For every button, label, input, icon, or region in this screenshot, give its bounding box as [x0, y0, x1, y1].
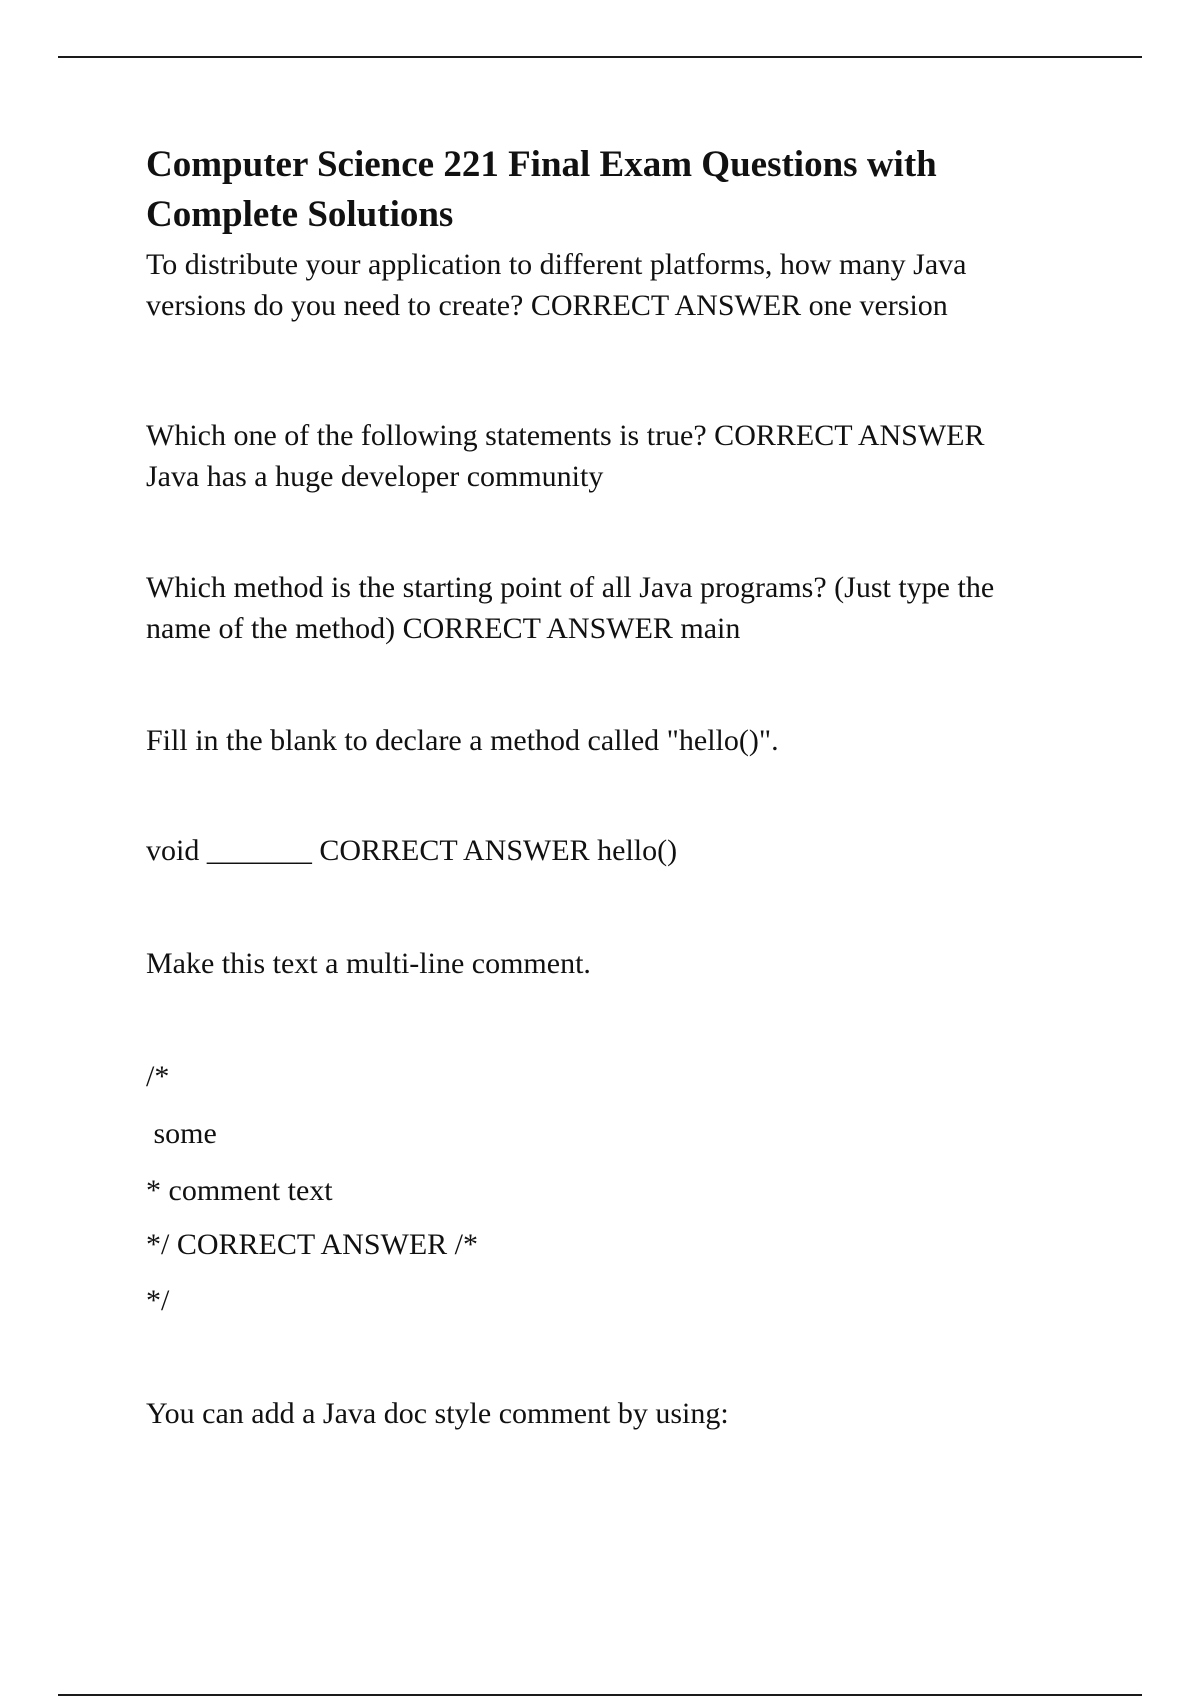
- question-5-prompt: Make this text a multi-line comment.: [146, 947, 591, 980]
- question-1-line-1: To distribute your application to different platforms, how many Java: [146, 248, 967, 281]
- question-3-line-2: name of the method) CORRECT ANSWER main: [146, 612, 741, 645]
- footer-rule: [58, 1694, 1142, 1696]
- question-5-code-line-2: some: [146, 1117, 217, 1150]
- question-5-code-line-5: */: [146, 1284, 170, 1317]
- document-title: [146, 140, 1086, 240]
- question-4-prompt: Fill in the blank to declare a method called "hello()".: [146, 724, 779, 757]
- question-2-line-1: Which one of the following statements is true? CORRECT ANSWER: [146, 419, 985, 452]
- title-line-1: Computer Science 221 Final Exam Questions with: [146, 144, 937, 185]
- question-3-line-1: Which method is the starting point of all Java programs? (Just type the: [146, 571, 995, 604]
- question-2-line-2: Java has a huge developer community: [146, 460, 604, 493]
- question-2: [146, 415, 1086, 497]
- question-5-code-line-3: * comment text: [146, 1174, 333, 1207]
- title-line-2: Complete Solutions: [146, 194, 454, 235]
- header-rule: [58, 56, 1142, 58]
- question-4-answer: void _______ CORRECT ANSWER hello(): [146, 834, 678, 867]
- question-6-prompt: You can add a Java doc style comment by using:: [146, 1397, 729, 1430]
- question-1-line-2: versions do you need to create? CORRECT ANSWER one version: [146, 289, 948, 322]
- document-body: [146, 140, 1086, 326]
- question-1: [146, 244, 1086, 326]
- question-3: [146, 567, 1086, 649]
- question-5-code-line-1: /*: [146, 1060, 170, 1093]
- question-5-code-line-4: */ CORRECT ANSWER /*: [146, 1228, 478, 1261]
